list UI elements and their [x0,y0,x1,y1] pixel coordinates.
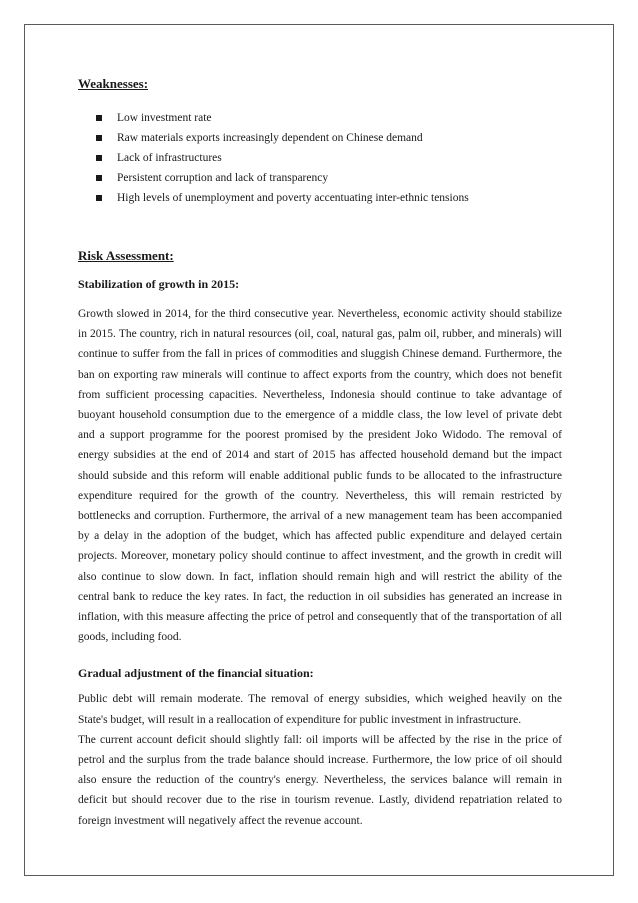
list-item [96,108,562,128]
financial-adjustment-title: Gradual adjustment of the financial situation: [78,666,314,681]
square-bullet-icon [96,115,102,121]
square-bullet-icon [96,175,102,181]
list-item [96,148,562,168]
weaknesses-list [78,108,562,208]
current-account-paragraph: The current account deficit should slightly fall: oil imports will be affected by the rise in the price of petrol and the surplus from the trade balance should increase. Furthermore, the low price of oil should also ensure the reduction of the country's energy. Nevertheless, the services balance will remain in deficit but should recover due to the rise in tourism revenue. Lastly, dividend repatriation related to foreign investment will negatively affect the revenue account. [78,733,562,827]
list-item-text: Lack of infrastructures [117,152,222,164]
growth-stabilization-title: Stabilization of growth in 2015: [78,277,240,291]
list-item-text: Persistent corruption and lack of transparency [117,172,329,184]
list-item [96,188,562,208]
growth-stabilization-paragraph: Growth slowed in 2014, for the third consecutive year. Nevertheless, economic activity should stabilize in 2015. The country, rich in natural resources (oil, coal, natural gas, palm oil, rubber, and minerals) will continue to suffer from the fall in prices of commodities and sluggish Chinese demand. Furthermore, the ban on exporting raw minerals will continue to affect exports from the country, which does not benefit from sufficient processing capacities. Nevertheless, Indonesia should continue to take advantage of buoyant household consumption due to the emergence of a middle class, the low level of private debt and a support programme for the poorest promised by the president Joko Widodo. The removal of energy subsidies at the end of 2014 and start of 2015 has affected household demand but the impact should subside and this reform will enable additional public funds to be allocated to the infrastructure expenditure required for the growth of the country. Nevertheless, this will remain restricted by bottlenecks and corruption. Furthermore, the arrival of a new management team has been accompanied by a delay in the adoption of the budget, which has affected public expenditure and delayed certain projects. Moreover, monetary policy should continue to affect investment, and the growth in credit will also continue to slow down. In fact, inflation should remain high and will restrict the ability of the central bank to reduce the key rates. In fact, the reduction in oil subsidies has generated an increase in inflation, with this measure affecting the price of petrol and consequently that of the transportation of all goods, including food. [78,308,562,644]
square-bullet-icon [96,195,102,201]
list-item [96,168,562,188]
list-item-text: Raw materials exports increasingly dependent on Chinese demand [117,132,423,144]
list-item-text: Low investment rate [117,112,212,124]
public-debt-paragraph: Public debt will remain moderate. The removal of energy subsidies, which weighed heavily on the State's budget, will result in a reallocation of expenditure for public investment in infrastructure. [78,693,562,726]
square-bullet-icon [96,155,102,161]
weaknesses-heading: Weaknesses: [78,76,149,91]
document-body [78,76,562,831]
square-bullet-icon [96,135,102,141]
list-item [96,128,562,148]
list-item-text: High levels of unemployment and poverty accentuating inter-ethnic tensions [117,192,469,204]
risk-assessment-heading: Risk Assessment: [78,248,174,263]
